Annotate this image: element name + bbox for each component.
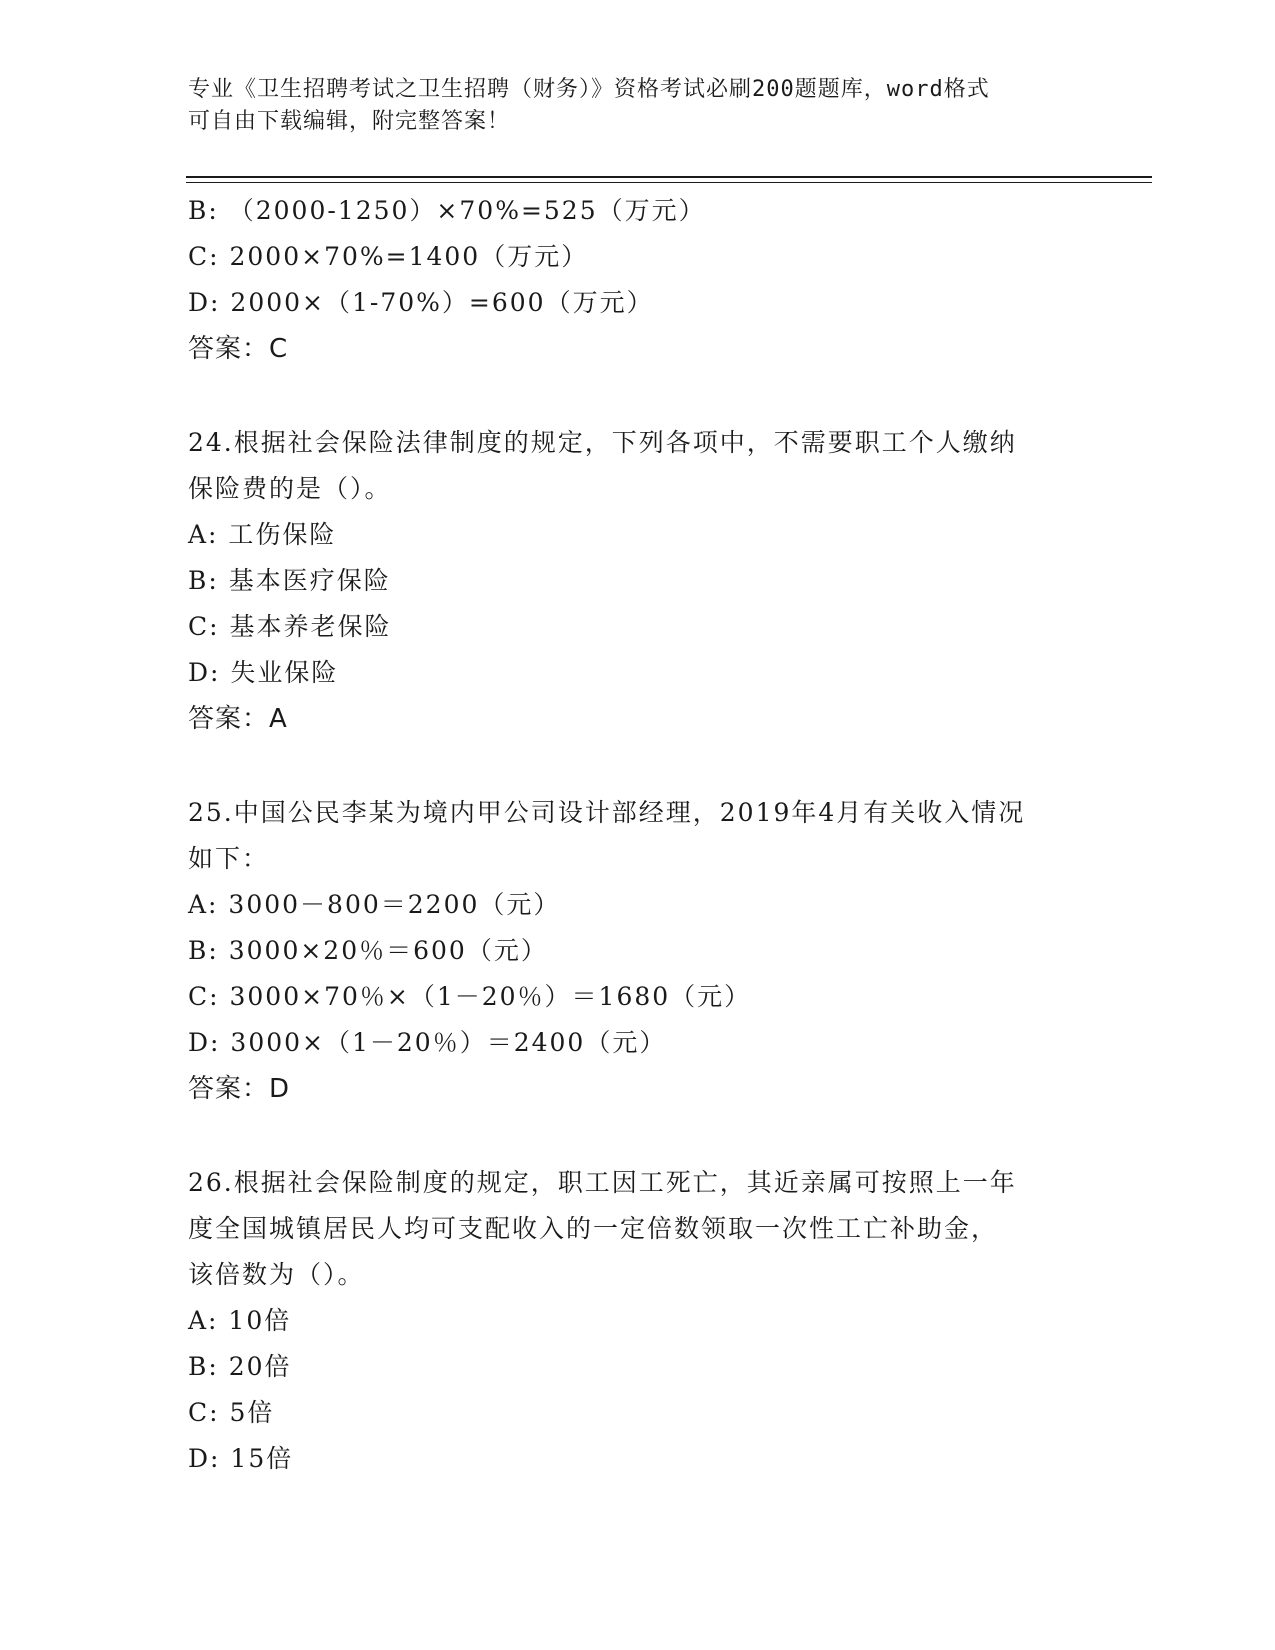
option-a: A: 10倍	[188, 1306, 292, 1335]
option-d: D: 失业保险	[188, 658, 339, 687]
option-c: C: 5倍	[188, 1398, 275, 1427]
question-text-line: 24.根据社会保险法律制度的规定，下列各项中，不需要职工个人缴纳	[188, 428, 1017, 457]
header-divider-thin	[186, 182, 1152, 183]
option-d: D: 15倍	[188, 1444, 294, 1473]
header-line-2: 可自由下载编辑，附完整答案！	[188, 109, 511, 134]
header-line-1: 专业《卫生招聘考试之卫生招聘（财务）》资格考试必刷200题题库，word格式	[188, 77, 990, 102]
question-25	[188, 790, 1088, 1112]
question-text-line: 如下：	[188, 844, 270, 873]
option-b: B: （2000-1250）×70%=525（万元）	[188, 196, 706, 225]
option-b: B: 基本医疗保险	[188, 566, 391, 595]
option-b: B: 20倍	[188, 1352, 292, 1381]
question-text-line: 度全国城镇居民人均可支配收入的一定倍数领取一次性工亡补助金，	[188, 1214, 999, 1243]
option-a: A: 3000－800＝2200（元）	[188, 890, 561, 919]
question-24	[188, 420, 1088, 742]
question-23	[188, 188, 1088, 372]
question-text-line: 保险费的是（）。	[188, 474, 392, 503]
option-d: D: 2000×（1-70%）=600（万元）	[188, 288, 654, 317]
option-c: C: 2000×70%=1400（万元）	[188, 242, 589, 271]
document-header	[188, 74, 1068, 138]
question-text-line: 该倍数为（）。	[188, 1260, 365, 1289]
answer: 答案：C	[188, 334, 289, 364]
question-text-line: 26.根据社会保险制度的规定，职工因工死亡，其近亲属可按照上一年	[188, 1168, 1017, 1197]
header-divider	[186, 176, 1152, 178]
question-26	[188, 1160, 1088, 1482]
option-d: D: 3000×（1－20％）＝2400（元）	[188, 1028, 667, 1057]
answer: 答案：D	[188, 1074, 291, 1104]
answer: 答案：A	[188, 704, 288, 734]
option-a: A: 工伤保险	[188, 520, 337, 549]
question-text-line: 25.中国公民李某为境内甲公司设计部经理，2019年4月有关收入情况	[188, 798, 1026, 827]
question-list	[188, 188, 1088, 1482]
option-c: C: 3000×70％×（1－20％）＝1680（元）	[188, 982, 752, 1011]
option-c: C: 基本养老保险	[188, 612, 392, 641]
option-b: B: 3000×20％＝600（元）	[188, 936, 548, 965]
